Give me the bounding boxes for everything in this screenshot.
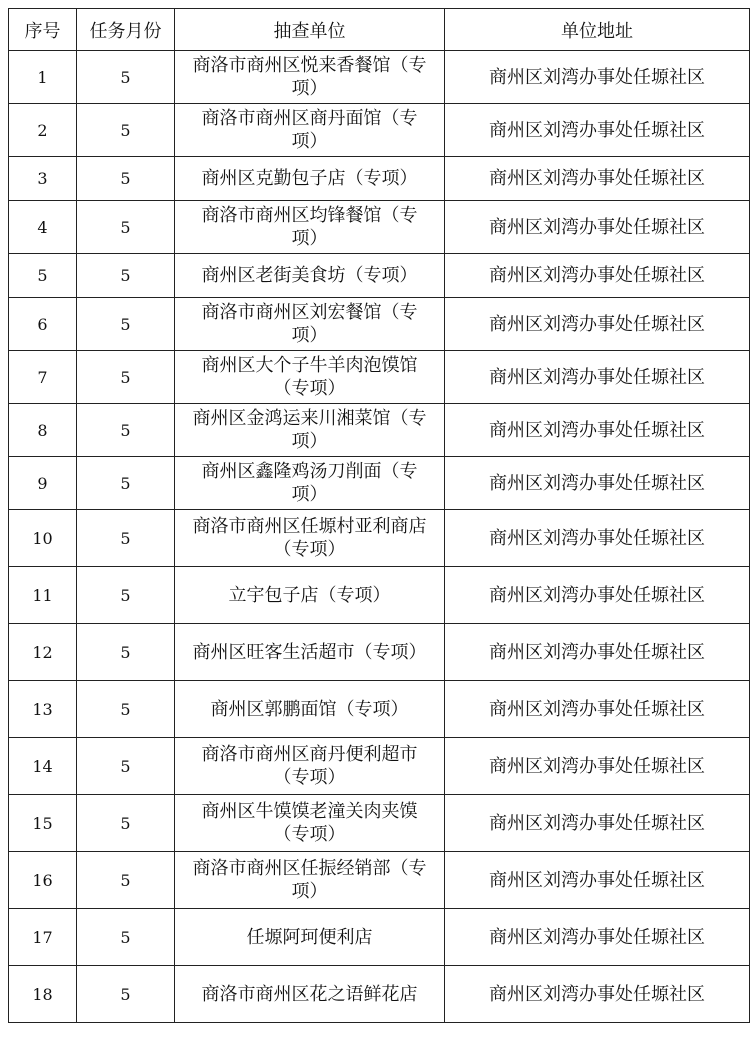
table-row bbox=[9, 681, 750, 738]
table-row bbox=[9, 795, 750, 852]
table-row bbox=[9, 738, 750, 795]
cell-unit: 商洛市商州区花之语鲜花店 bbox=[175, 966, 445, 1023]
cell-month: 5 bbox=[77, 909, 175, 966]
table-row bbox=[9, 852, 750, 909]
cell-address: 商州区刘湾办事处任塬社区 bbox=[445, 852, 750, 909]
cell-serial: 18 bbox=[9, 966, 77, 1023]
cell-month: 5 bbox=[77, 298, 175, 351]
table-row bbox=[9, 298, 750, 351]
cell-month: 5 bbox=[77, 852, 175, 909]
table-row bbox=[9, 966, 750, 1023]
cell-unit: 商洛市商州区商丹面馆（专项） bbox=[175, 104, 445, 157]
cell-address: 商州区刘湾办事处任塬社区 bbox=[445, 104, 750, 157]
cell-unit: 商州区牛馍馍老潼关肉夹馍（专项） bbox=[175, 795, 445, 852]
cell-month: 5 bbox=[77, 510, 175, 567]
cell-month: 5 bbox=[77, 404, 175, 457]
table-header-row bbox=[9, 9, 750, 51]
cell-month: 5 bbox=[77, 104, 175, 157]
cell-month: 5 bbox=[77, 254, 175, 298]
table-row bbox=[9, 457, 750, 510]
cell-address: 商州区刘湾办事处任塬社区 bbox=[445, 966, 750, 1023]
cell-serial: 7 bbox=[9, 351, 77, 404]
cell-serial: 5 bbox=[9, 254, 77, 298]
table-row bbox=[9, 157, 750, 201]
table-row bbox=[9, 909, 750, 966]
header-month: 任务月份 bbox=[77, 9, 175, 51]
cell-unit: 商州区大个子牛羊肉泡馍馆（专项） bbox=[175, 351, 445, 404]
cell-month: 5 bbox=[77, 457, 175, 510]
cell-unit: 商州区金鸿运来川湘菜馆（专项） bbox=[175, 404, 445, 457]
cell-address: 商州区刘湾办事处任塬社区 bbox=[445, 510, 750, 567]
cell-address: 商州区刘湾办事处任塬社区 bbox=[445, 298, 750, 351]
cell-address: 商州区刘湾办事处任塬社区 bbox=[445, 909, 750, 966]
cell-serial: 1 bbox=[9, 51, 77, 104]
cell-month: 5 bbox=[77, 351, 175, 404]
cell-month: 5 bbox=[77, 738, 175, 795]
cell-serial: 2 bbox=[9, 104, 77, 157]
cell-unit: 商洛市商州区商丹便利超市（专项） bbox=[175, 738, 445, 795]
cell-address: 商州区刘湾办事处任塬社区 bbox=[445, 351, 750, 404]
cell-unit: 商洛市商州区任振经销部（专项） bbox=[175, 852, 445, 909]
cell-serial: 8 bbox=[9, 404, 77, 457]
cell-unit: 商洛市商州区刘宏餐馆（专项） bbox=[175, 298, 445, 351]
cell-unit: 立宇包子店（专项） bbox=[175, 567, 445, 624]
cell-serial: 12 bbox=[9, 624, 77, 681]
cell-unit: 商洛市商州区均锋餐馆（专项） bbox=[175, 201, 445, 254]
header-address: 单位地址 bbox=[445, 9, 750, 51]
cell-month: 5 bbox=[77, 966, 175, 1023]
cell-unit: 任塬阿珂便利店 bbox=[175, 909, 445, 966]
cell-serial: 13 bbox=[9, 681, 77, 738]
cell-address: 商州区刘湾办事处任塬社区 bbox=[445, 254, 750, 298]
cell-address: 商州区刘湾办事处任塬社区 bbox=[445, 201, 750, 254]
cell-serial: 15 bbox=[9, 795, 77, 852]
cell-serial: 17 bbox=[9, 909, 77, 966]
cell-month: 5 bbox=[77, 157, 175, 201]
cell-address: 商州区刘湾办事处任塬社区 bbox=[445, 738, 750, 795]
cell-unit: 商州区旺客生活超市（专项） bbox=[175, 624, 445, 681]
table-row bbox=[9, 510, 750, 567]
table-row bbox=[9, 51, 750, 104]
cell-serial: 9 bbox=[9, 457, 77, 510]
cell-serial: 4 bbox=[9, 201, 77, 254]
cell-unit: 商州区老街美食坊（专项） bbox=[175, 254, 445, 298]
inspection-table bbox=[8, 8, 750, 1023]
cell-address: 商州区刘湾办事处任塬社区 bbox=[445, 51, 750, 104]
cell-address: 商州区刘湾办事处任塬社区 bbox=[445, 404, 750, 457]
cell-serial: 3 bbox=[9, 157, 77, 201]
cell-address: 商州区刘湾办事处任塬社区 bbox=[445, 567, 750, 624]
cell-month: 5 bbox=[77, 624, 175, 681]
cell-serial: 6 bbox=[9, 298, 77, 351]
cell-unit: 商州区克勤包子店（专项） bbox=[175, 157, 445, 201]
cell-serial: 10 bbox=[9, 510, 77, 567]
table-body bbox=[9, 51, 750, 1023]
cell-address: 商州区刘湾办事处任塬社区 bbox=[445, 457, 750, 510]
table-row bbox=[9, 624, 750, 681]
document-page bbox=[8, 8, 749, 1023]
cell-unit: 商州区鑫隆鸡汤刀削面（专项） bbox=[175, 457, 445, 510]
cell-month: 5 bbox=[77, 567, 175, 624]
cell-serial: 16 bbox=[9, 852, 77, 909]
table-row bbox=[9, 404, 750, 457]
cell-month: 5 bbox=[77, 201, 175, 254]
cell-unit: 商洛市商州区任塬村亚利商店（专项） bbox=[175, 510, 445, 567]
cell-unit: 商州区郭鹏面馆（专项） bbox=[175, 681, 445, 738]
table-row bbox=[9, 351, 750, 404]
cell-month: 5 bbox=[77, 795, 175, 852]
table-row bbox=[9, 567, 750, 624]
header-unit: 抽查单位 bbox=[175, 9, 445, 51]
cell-unit: 商洛市商州区悦来香餐馆（专项） bbox=[175, 51, 445, 104]
cell-address: 商州区刘湾办事处任塬社区 bbox=[445, 795, 750, 852]
cell-address: 商州区刘湾办事处任塬社区 bbox=[445, 681, 750, 738]
cell-serial: 14 bbox=[9, 738, 77, 795]
cell-month: 5 bbox=[77, 681, 175, 738]
cell-month: 5 bbox=[77, 51, 175, 104]
table-row bbox=[9, 201, 750, 254]
cell-address: 商州区刘湾办事处任塬社区 bbox=[445, 157, 750, 201]
table-row bbox=[9, 104, 750, 157]
cell-serial: 11 bbox=[9, 567, 77, 624]
table-row bbox=[9, 254, 750, 298]
cell-address: 商州区刘湾办事处任塬社区 bbox=[445, 624, 750, 681]
header-serial: 序号 bbox=[9, 9, 77, 51]
